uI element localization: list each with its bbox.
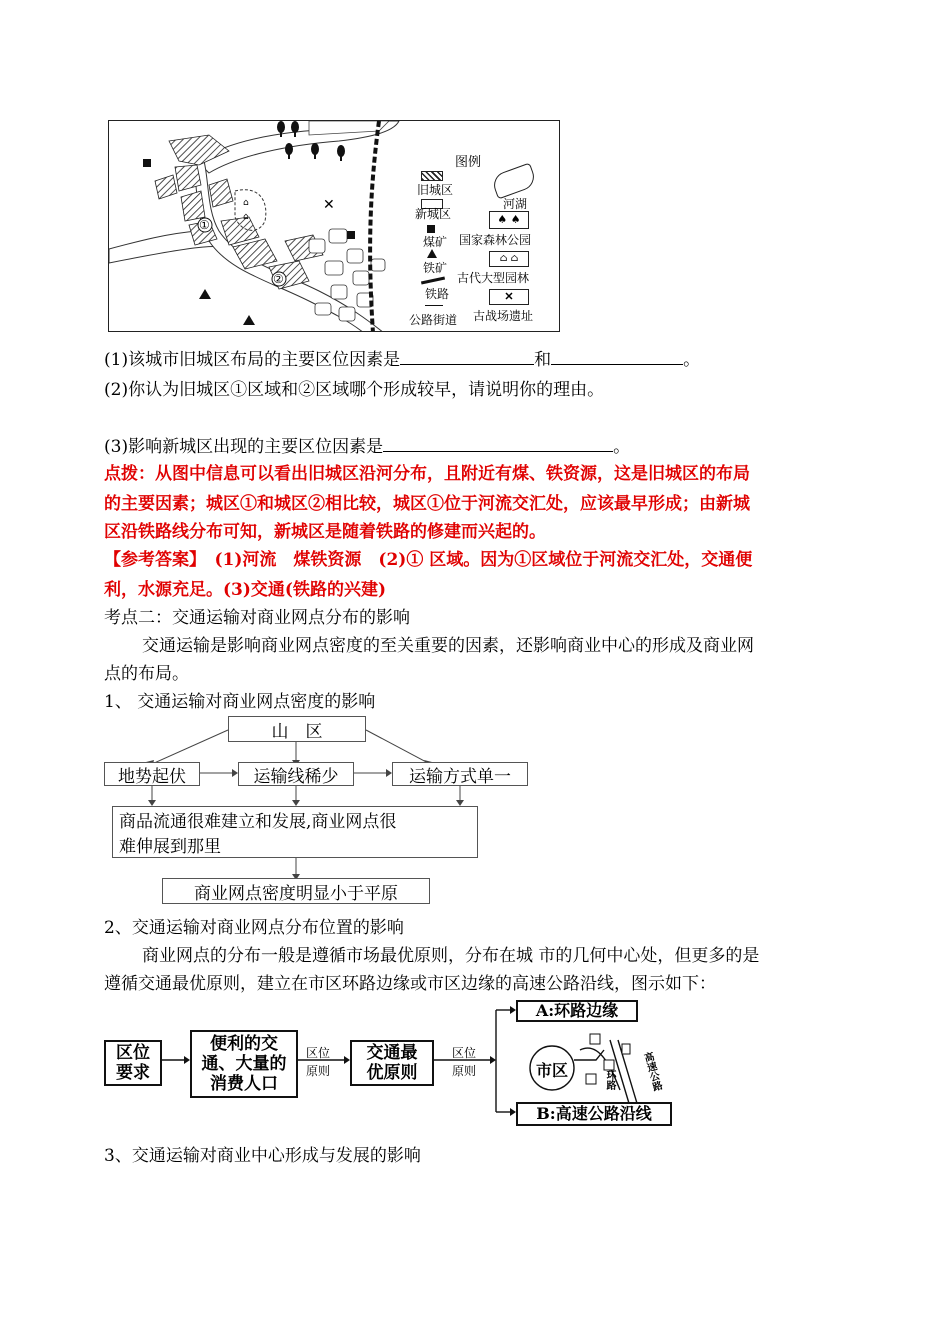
section-title-1: 1、 交通运输对商业网点密度的影响 — [104, 692, 376, 712]
hint-line: 的主要因素；城区①和城区②相比较，城区①位于河流交汇处，应该最早形成；由新城 — [104, 494, 750, 514]
svg-text:✕: ✕ — [323, 197, 335, 213]
legend-new-city: 新城区 — [415, 207, 452, 221]
svg-text:⌂: ⌂ — [243, 198, 249, 208]
flow1-result: 商业网点密度明显小于平原 — [162, 878, 430, 904]
legend-garden-swatch: ⌂ ⌂ — [489, 251, 529, 267]
section-title-3: 3、交通运输对商业中心形成与发展的影响 — [104, 1146, 421, 1166]
paragraph: 遵循交通最优原则，建立在市区环路边缘或市区边缘的高速公路沿线，图示如下： — [104, 974, 716, 994]
flow2-highway-label: 高速公路 — [640, 1051, 663, 1093]
paragraph: 点的布局。 — [104, 664, 189, 684]
flow2-location-req: 区位 要求 — [104, 1040, 162, 1086]
svg-text:⌂: ⌂ — [243, 212, 249, 222]
flow2-transport-optimal: 交通最 优原则 — [350, 1040, 434, 1086]
legend-river: 河湖 — [503, 197, 528, 211]
flow1-mountain: 山 区 — [228, 716, 366, 742]
legend-road: 公路街道 — [409, 313, 458, 327]
legend-forest-swatch: ♠ ♠ — [489, 211, 529, 229]
legend-battlefield-swatch: ✕ — [489, 289, 529, 305]
paragraph: 商业网点的分布一般是遵循市场最优原则，分布在城 市的几何中心处，但更多的是 — [142, 946, 760, 966]
flow2-convenient-transport: 便利的交 通、大量的 消费人口 — [190, 1030, 298, 1098]
legend-old-city: 旧城区 — [417, 183, 454, 197]
hint-line: 区沿铁路线分布可知，新城区是随着铁路的修建而兴起的。 — [104, 522, 546, 542]
legend-title: 图例 — [455, 155, 482, 170]
marker-2: ② — [273, 272, 284, 286]
answer-line: 【参考答案】 (1)河流 煤铁资源 (2)① 区域。因为①区域位于河流交汇处，交通便 — [104, 550, 753, 570]
section-title-kp2: 考点二：交通运输对商业网点分布的影响 — [104, 608, 410, 628]
flow2-arrow-label-1: 区位 原则 — [306, 1046, 331, 1078]
flow2-ring-road: 环路 — [604, 1070, 615, 1090]
legend-railway: 铁路 — [425, 287, 450, 301]
flow2-highway: B:高速公路沿线 — [516, 1102, 672, 1126]
flow2-ring-edge: A:环路边缘 — [516, 1000, 638, 1022]
legend-battlefield: 古战场遗址 — [473, 309, 534, 323]
hint-line: 点拨：从图中信息可以看出旧城区沿河分布，且附近有煤、铁资源，这是旧城区的布局 — [104, 464, 750, 484]
legend-coal-mine: 煤矿 — [423, 235, 448, 249]
legend-iron-mine: 铁矿 — [423, 261, 448, 275]
question-2: (2)你认为旧城区①区域和②区域哪个形成较早，请说明你的理由。 — [104, 380, 605, 400]
flow2-city: 市区 — [536, 1061, 569, 1080]
paragraph: 交通运输是影响商业网点密度的至关重要的因素，还影响商业中心的形成及商业网 — [142, 636, 754, 656]
flow1-single-mode: 运输方式单一 — [392, 762, 528, 786]
section-title-2: 2、交通运输对商业网点分布位置的影响 — [104, 918, 404, 938]
flow1-terrain: 地势起伏 — [104, 762, 200, 786]
question-1: (1)该城市旧城区布局的主要区位因素是 和 。 — [104, 350, 701, 370]
answer-line: 利，水源充足。(3)交通(铁路的兴建) — [104, 580, 387, 600]
flow1-commerce-hard: 商品流通很难建立和发展,商业网点很 难伸展到那里 — [112, 806, 478, 858]
legend-garden: 古代大型园林 — [457, 271, 530, 285]
question-3: (3)影响新城区出现的主要区位因素是 。 — [104, 437, 631, 457]
legend-forest-park: 国家森林公园 — [459, 233, 532, 247]
flow2-arrow-label-2: 区位 原则 — [452, 1046, 477, 1078]
marker-1: ① — [199, 218, 210, 232]
flow1-few-routes: 运输线稀少 — [238, 762, 354, 786]
